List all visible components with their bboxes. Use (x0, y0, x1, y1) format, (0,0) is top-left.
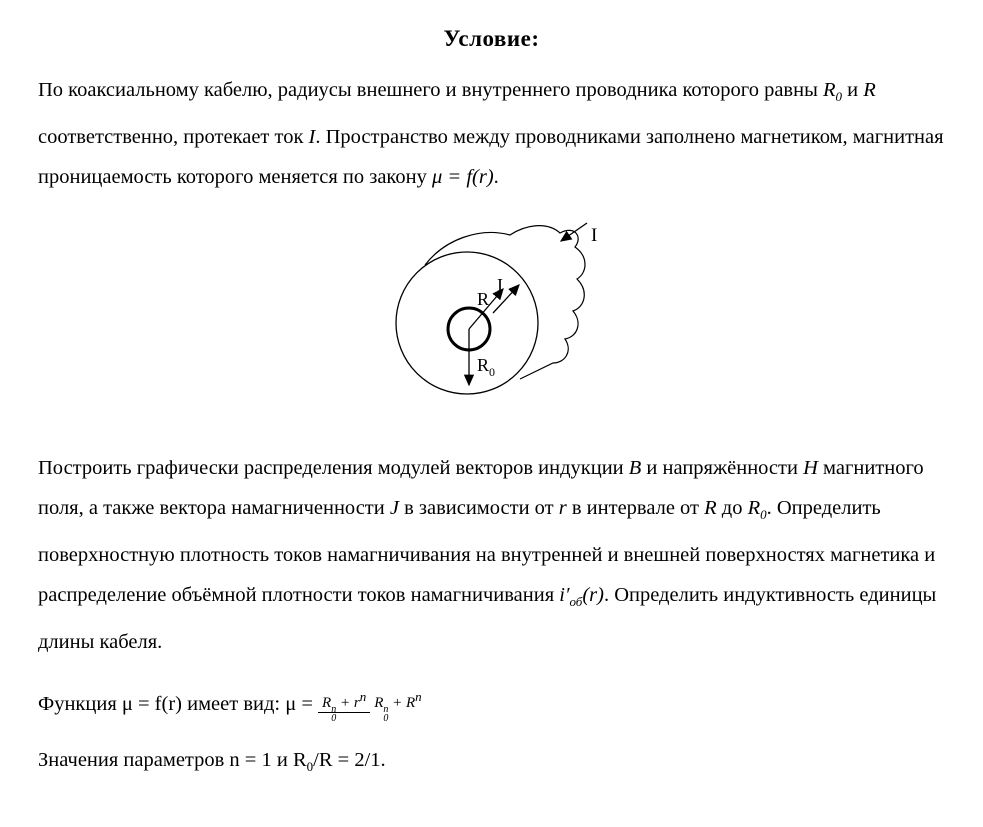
text-run: до (716, 497, 748, 520)
var-R: R (863, 79, 876, 101)
cylinder-body-outline (425, 226, 585, 379)
text-run: и (842, 79, 864, 101)
text-run: . Определить индуктивность единицы длины кабеля. (38, 584, 937, 654)
text-run: /R = 2/1. (313, 749, 386, 772)
var-B: B (628, 457, 642, 480)
var-R0: $R_0$ (747, 497, 767, 523)
label-I-inner: I (497, 275, 503, 296)
text-run: Функция μ = f(r) имеет вид: μ = (38, 693, 319, 716)
label-I-outer: I (591, 225, 598, 247)
text-run: По коаксиальному кабелю, радиусы внешнего и внутреннего проводника которого равны (38, 79, 823, 101)
text-run: соответственно, протекает ток (38, 126, 309, 149)
paragraph-mu-function (38, 684, 945, 724)
var-I: I (308, 126, 316, 149)
label-R: R (477, 289, 490, 310)
var-J: J (389, 497, 399, 520)
sub-zero: 0 (306, 759, 314, 775)
fraction-denominator: R n 0 + $R^n$ (374, 688, 422, 724)
coaxial-cable-diagram (385, 215, 625, 420)
var-r: r (558, 497, 567, 520)
var-R: R (704, 497, 717, 520)
paragraph-task (38, 448, 945, 662)
var-H: H (803, 457, 818, 480)
text-run: . (493, 166, 499, 189)
coaxial-cable-figure (0, 215, 983, 430)
var-i-ob: $i'_{об}(r)$ (559, 584, 604, 610)
page-title: Условие: (443, 26, 540, 51)
label-R0-sub: 0 (489, 365, 495, 380)
paragraph-condition (38, 70, 945, 197)
outer-current-arrow (561, 223, 587, 241)
text-run: Построить графически распределения модулей векторов индукции (38, 457, 629, 480)
text-run: . Пространство между проводниками заполнено магнетиком, магнитная проницаемость которого меняется по закону (38, 126, 944, 189)
outer-conductor-circle (396, 252, 538, 394)
text-run: в интервале от (566, 497, 705, 520)
paragraph-parameters (38, 740, 945, 787)
var-R0: $R_0$ (822, 79, 842, 105)
text-run: . Определить поверхностную плотность токов намагничивания на внутренней и внешней поверхностях магнетика и распределение объёмной плотности токов намагничивания (38, 497, 936, 607)
label-R0: R (477, 355, 490, 376)
text-run: и напряжённости (641, 457, 804, 480)
fraction-numerator: R n 0 + $r^n$ (318, 695, 370, 713)
text-run: Значения параметров n = 1 и R (38, 749, 307, 772)
var-mu-law: μ = f(r) (431, 166, 494, 189)
text-run: магнитного поля, а также вектора намагниченности (38, 457, 924, 520)
text-run: в зависимости от (398, 497, 559, 520)
mu-fraction (318, 689, 426, 723)
